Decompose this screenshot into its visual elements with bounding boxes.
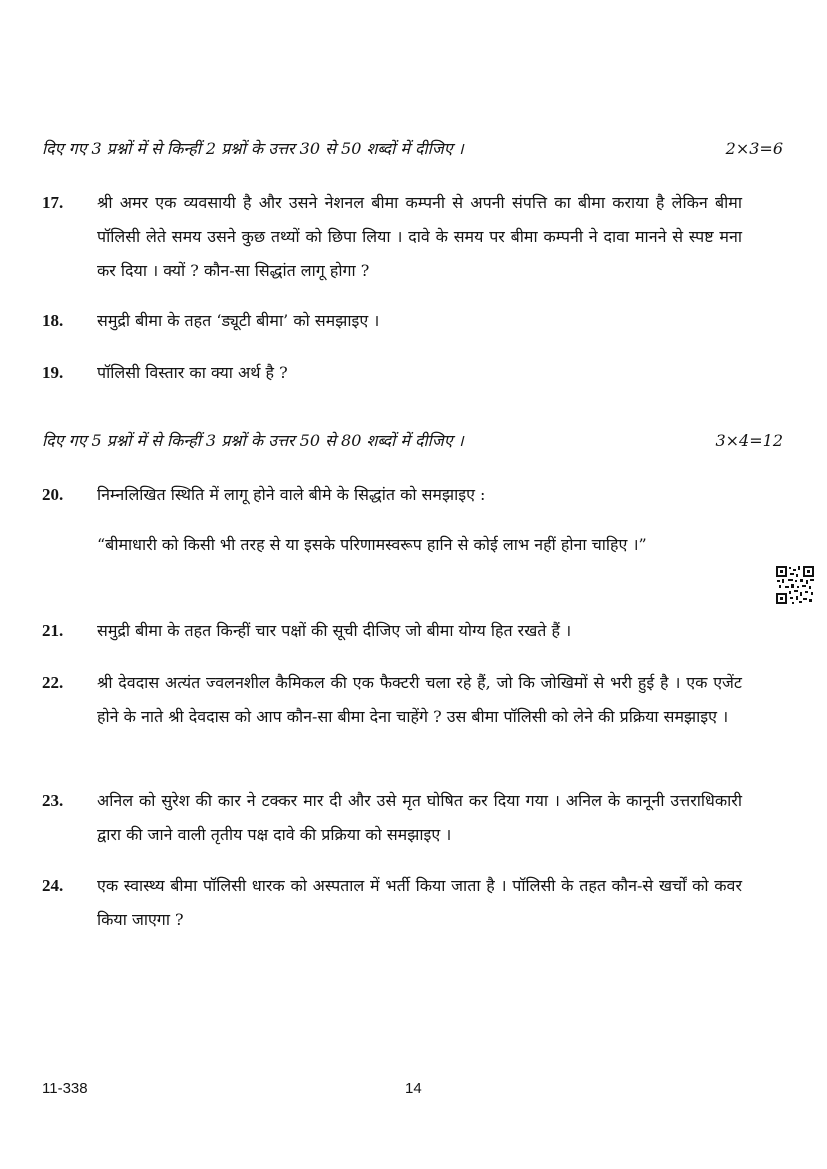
question-text: समुद्री बीमा के तहत ‘ड्यूटी बीमा’ को समझाइए ।	[97, 311, 380, 330]
question-text: पॉलिसी विस्तार का क्या अर्थ है ?	[97, 363, 288, 382]
question-number: 18.	[42, 311, 64, 330]
section-marks: 3×4=12	[715, 431, 783, 450]
question-text: निम्नलिखित स्थिति में लागू होने वाले बीमे के सिद्धांत को समझाइए :	[97, 485, 486, 504]
question-text: श्री अमर एक व्यवसायी है और उसने नेशनल बीमा कम्पनी से अपनी संपत्ति का बीमा कराया है लेकिन बीमा पॉलिसी लेते समय उसने कुछ तथ्यों को छिपा लिया । दावे के समय पर बीमा कम्पनी ने दावा मानने से स्पष्ट मना कर दिया । क्यों ? कौन-सा सिद्धांत लागू होगा ?	[97, 193, 742, 280]
instruction-text: दिए गए 3 प्रश्नों में से किन्हीं 2 प्रश्नों के उत्तर 30 से 50 शब्दों में दीजिए ।	[42, 139, 464, 158]
question-number: 21.	[42, 621, 64, 640]
question-20-quote: “बीमाधारी को किसी भी तरह से या इसके परिणामस्वरूप हानि से कोई लाभ नहीं होना चाहिए ।”	[97, 535, 647, 554]
question-text: समुद्री बीमा के तहत किन्हीं चार पक्षों की सूची दीजिए जो बीमा योग्य हित रखते हैं ।	[97, 621, 572, 640]
question-number: 17.	[42, 193, 64, 212]
paper-code: 11-338	[42, 1080, 88, 1097]
section-instruction	[42, 428, 783, 454]
question-number: 20.	[42, 485, 64, 504]
question-number: 19.	[42, 363, 64, 382]
page-number: 14	[405, 1080, 422, 1097]
question-number: 23.	[42, 791, 64, 810]
question-text: अनिल को सुरेश की कार ने टक्कर मार दी और उसे मृत घोषित कर दिया गया । अनिल के कानूनी उत्तराधिकारी द्वारा की जाने वाली तृतीय पक्ष दावे की प्रक्रिया को समझाइए ।	[97, 791, 742, 844]
question-text: एक स्वास्थ्य बीमा पॉलिसी धारक को अस्पताल में भर्ती किया जाता है । पॉलिसी के तहत कौन-से खर्चों को कवर किया जाएगा ?	[97, 876, 742, 929]
question-number: 22.	[42, 673, 64, 692]
section-instruction	[42, 136, 783, 162]
question-number: 24.	[42, 876, 64, 895]
question-text: श्री देवदास अत्यंत ज्वलनशील कैमिकल की एक फैक्टरी चला रहे हैं, जो कि जोखिमों से भरी हुई है । एक एजेंट होने के नाते श्री देवदास को आप कौन-सा बीमा देना चाहेंगे ? उस बीमा पॉलिसी को लेने की प्रक्रिया समझाइए ।	[97, 673, 742, 726]
qr-code	[775, 565, 815, 605]
section-marks: 2×3=6	[725, 139, 783, 158]
instruction-text: दिए गए 5 प्रश्नों में से किन्हीं 3 प्रश्नों के उत्तर 50 से 80 शब्दों में दीजिए ।	[42, 431, 464, 450]
